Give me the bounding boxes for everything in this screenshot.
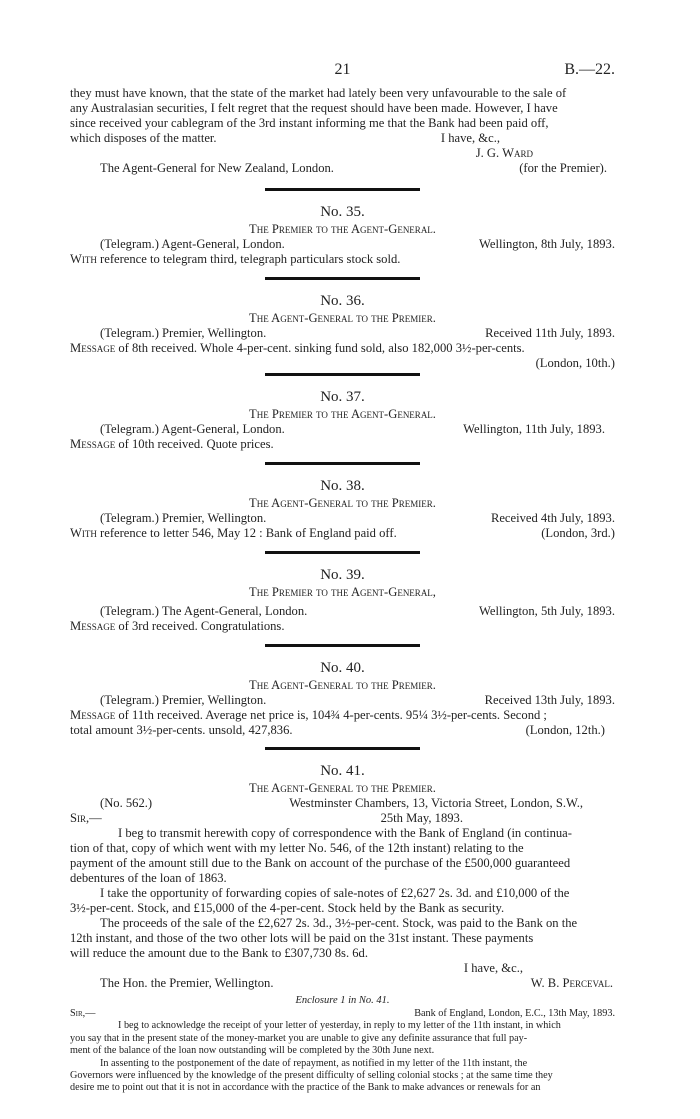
letter-paragraph-line: 12th instant, and those of the two other lots will be paid on the 31st instant. These payments — [70, 931, 534, 945]
section-rule — [265, 644, 420, 647]
message-body: With reference to telegram third, telegraph particulars stock sold. — [70, 252, 401, 266]
enclosure-paragraph-line: ment of the balance of the loan now outstanding will be completed by the 30th June next. — [70, 1045, 435, 1057]
opening-line: any Australasian securities, I felt regret that the request should have been made. However, I have — [70, 101, 558, 115]
enclosure-paragraph: In assenting to the postponement of the date of repayment, as notified in my letter of the 11th instant, the — [100, 1057, 528, 1069]
opening-letter — [70, 86, 615, 176]
letter-addressee: The Hon. the Premier, Wellington. — [100, 976, 274, 990]
enclosure-paragraph-line: you say that in the present state of the money-market you are unable to give any definite assurance that full pay- — [70, 1032, 528, 1044]
message-body: Message of 3rd received. Congratulations. — [70, 619, 285, 633]
telegram-header: (Telegram.) The Agent-General, London. Wellington, 5th July, 1893. — [100, 604, 615, 618]
message-body-row — [70, 526, 615, 541]
letter-salutation-row — [70, 811, 615, 826]
message-number: No. 40. — [320, 660, 365, 676]
telegram-header: (Telegram.) Premier, Wellington. Received 11th July, 1893. — [100, 326, 615, 340]
enclosure-paragraph-line: desire me to point out that it is not in accordance with the practice of the Bank to make advances or renewals for an — [70, 1082, 541, 1094]
section-rule — [265, 373, 420, 376]
opening-last-line: which disposes of the matter. — [70, 131, 217, 145]
message-body-row — [70, 723, 615, 738]
message-no-36 — [70, 291, 615, 371]
message-title: The Agent-General to the Premier. — [249, 678, 436, 692]
opening-for-premier: (for the Premier). — [519, 161, 607, 175]
message-body-continued: total amount 3½-per-cents. unsold, 427,836. — [70, 723, 293, 737]
opening-addressee: The Agent-General for New Zealand, London. — [100, 161, 334, 175]
message-body: Message of 10th received. Quote prices. — [70, 437, 274, 451]
message-no-39 — [70, 565, 615, 634]
telegram-header: (Telegram.) Premier, Wellington. Received 4th July, 1893. — [100, 511, 615, 525]
message-no-38 — [70, 476, 615, 541]
message-title: The Agent-General to the Premier. — [249, 496, 436, 510]
letter-paragraph-line: tion of that, copy of which went with my letter No. 546, of the 12th instant) relating to the — [70, 841, 524, 855]
enclosure-header-row — [70, 1008, 615, 1020]
message-title: The Premier to the Agent-General. — [249, 222, 436, 236]
message-number: No. 38. — [320, 478, 365, 494]
enclosure-address: Bank of England, London, E.C., 13th May, 1893. — [414, 1008, 615, 1019]
letter-closing: I have, &c., — [463, 961, 523, 975]
enclosure-title: Enclosure 1 in No. 41. — [295, 995, 390, 1006]
letter-paragraph-line: payment of the amount still due to the Bank on account of the purchase of the £500,000 guaranteed — [70, 856, 571, 870]
enclosure-salutation: Sir,— — [70, 1008, 96, 1019]
message-no-35 — [70, 202, 615, 267]
letter-number: No. 41. — [320, 763, 365, 779]
opening-signature: J. G. Ward — [475, 146, 533, 160]
message-no-37 — [70, 387, 615, 452]
message-sign-off: (London, 3rd.) — [541, 526, 615, 540]
message-sign-off: (London, 12th.) — [525, 723, 605, 737]
letter-paragraph: The proceeds of the sale of the £2,627 2s. 3d., 3½-per-cent. Stock, was paid to the Bank on the — [100, 916, 578, 930]
message-title: The Agent-General to the Premier. — [249, 311, 436, 325]
letter-paragraph-line: will reduce the amount due to the Bank to £307,730 8s. 6d. — [70, 946, 369, 960]
message-sign-off: (London, 10th.) — [535, 356, 615, 370]
section-rule — [265, 462, 420, 465]
letter-header-row — [70, 796, 615, 811]
message-number: No. 39. — [320, 567, 365, 583]
section-rule — [265, 747, 420, 750]
message-number: No. 37. — [320, 389, 365, 405]
letter-paragraph-line: 3½-per-cent. Stock, and £15,000 of the 4-per-cent. Stock held by the Bank as security. — [70, 901, 505, 915]
section-rule — [265, 551, 420, 554]
section-rule — [265, 188, 420, 191]
message-number: No. 35. — [320, 204, 365, 220]
opening-line: since received your cablegram of the 3rd instant informing me that the Bank had been paid off, — [70, 116, 549, 130]
opening-last-row — [70, 131, 615, 146]
enclosure-1 — [70, 993, 615, 1095]
letter-date: 25th May, 1893. — [380, 811, 463, 825]
opening-closing: I have, &c., — [440, 131, 500, 145]
message-body: With reference to letter 546, May 12 : Bank of England paid off. — [70, 526, 397, 540]
letter-paragraph-line: debentures of the loan of 1863. — [70, 871, 227, 885]
letter-title: The Agent-General to the Premier. — [249, 781, 436, 795]
parliamentary-reference: B.—22. — [564, 61, 615, 78]
opening-line: they must have known, that the state of the market had lately been very unfavourable to the sale of — [70, 86, 567, 100]
telegram-header: (Telegram.) Agent-General, London. Wellington, 11th July, 1893. — [100, 422, 605, 436]
letter-paragraph: I beg to transmit herewith copy of correspondence with the Bank of England (in continua- — [118, 826, 572, 840]
enclosure-paragraph-line: Governors were influenced by the knowledge of the present difficulty of selling colonial stocks ; at the same time they — [70, 1070, 553, 1082]
telegram-header: (Telegram.) Premier, Wellington. Received 13th July, 1893. — [100, 693, 615, 707]
message-title: The Premier to the Agent-General. — [249, 407, 436, 421]
message-no-40 — [70, 658, 615, 738]
opening-addressee-row — [70, 161, 615, 176]
letter-signature: W. B. Perceval. — [530, 976, 613, 990]
message-body: Message of 8th received. Whole 4-per-cent. sinking fund sold, also 182,000 3½-per-cents. — [70, 341, 525, 355]
page-header — [70, 62, 615, 86]
message-body: Message of 11th received. Average net price is, 104¾ 4-per-cents. 95¼ 3½-per-cents. Second ; — [70, 708, 547, 722]
letter-salutation: Sir,— — [70, 811, 102, 825]
letter-no-41 — [70, 761, 615, 991]
document-page — [70, 62, 615, 1095]
enclosure-paragraph: I beg to acknowledge the receipt of your letter of yesterday, in reply to my letter of the 11th instant, in which — [118, 1020, 561, 1032]
letter-reference: (No. 562.) — [100, 796, 153, 810]
letter-signature-row — [70, 976, 615, 991]
page-number: 21 — [334, 61, 351, 78]
letter-paragraph: I take the opportunity of forwarding copies of sale-notes of £2,627 2s. 3d. and £10,000 of the — [100, 886, 570, 900]
telegram-header: (Telegram.) Agent-General, London. Wellington, 8th July, 1893. — [100, 237, 615, 251]
message-number: No. 36. — [320, 293, 365, 309]
message-title: The Premier to the Agent-General, — [249, 585, 436, 599]
section-rule — [265, 277, 420, 280]
letter-address: Westminster Chambers, 13, Victoria Street, London, S.W., — [289, 796, 583, 810]
